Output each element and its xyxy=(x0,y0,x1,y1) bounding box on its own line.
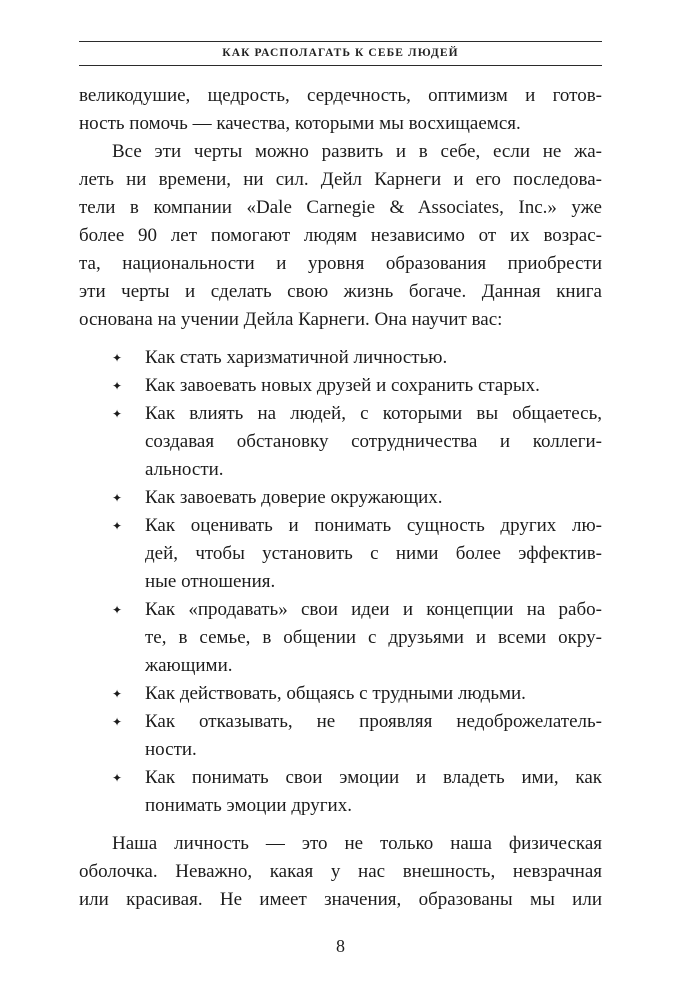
text-line: Как завоевать новых друзей и сохранить старых. xyxy=(145,375,540,396)
text-line: основана на учении Дейла Карнеги. Она научит вас: xyxy=(79,309,503,330)
text-line: Как отказывать, не проявляя недоброжелатель- xyxy=(145,711,602,732)
text-line: оболочка. Неважно, какая у нас внешность, невзрачная xyxy=(79,861,602,882)
running-head-title: КАК РАСПОЛАГАТЬ К СЕБЕ ЛЮДЕЙ xyxy=(222,47,459,59)
list-item xyxy=(79,708,602,764)
page-body xyxy=(79,82,602,914)
text-line: великодушие, щедрость, сердечность, оптимизм и готов- xyxy=(79,85,602,106)
text-line: дей, чтобы установить с ними более эффектив- xyxy=(145,543,602,564)
text-line: понимать эмоции других. xyxy=(145,795,352,816)
list-item xyxy=(79,344,602,372)
text-line: более 90 лет помогают людям независимо от их возрас- xyxy=(79,225,602,246)
list-item xyxy=(79,764,602,820)
text-line: Как влиять на людей, с которыми вы общаетесь, xyxy=(145,403,602,424)
list-item xyxy=(79,596,602,680)
text-line: ности. xyxy=(145,739,197,760)
text-line: ность помочь — качества, которыми мы восхищаемся. xyxy=(79,113,521,134)
text-line: Как завоевать доверие окружающих. xyxy=(145,487,443,508)
diamond-bullet-icon: ✦ xyxy=(112,771,123,785)
text-line: жающими. xyxy=(145,655,233,676)
list-item-text xyxy=(145,372,602,400)
diamond-bullet-icon: ✦ xyxy=(112,519,123,533)
text-line: Как стать харизматичной личностью. xyxy=(145,347,448,368)
list-item-text xyxy=(145,764,602,820)
bullet-list xyxy=(79,344,602,820)
text-line: Как «продавать» свои идеи и концепции на рабо- xyxy=(145,599,602,620)
paragraph xyxy=(79,830,602,914)
header-rule-bottom xyxy=(79,65,602,66)
list-item-text xyxy=(145,484,602,512)
running-head xyxy=(79,41,602,66)
list-item xyxy=(79,512,602,596)
list-item xyxy=(79,400,602,484)
diamond-bullet-icon: ✦ xyxy=(112,603,123,617)
text-line: Наша личность — это не только наша физическая xyxy=(112,833,602,854)
page-number: 8 xyxy=(336,936,345,956)
text-line: тели в компании «Dale Carnegie & Associates, Inc.» уже xyxy=(79,197,602,218)
text-line: создавая обстановку сотрудничества и коллеги- xyxy=(145,431,602,452)
text-line: Как действовать, общаясь с трудными людьми. xyxy=(145,683,526,704)
text-line: Как оценивать и понимать сущность других лю- xyxy=(145,515,602,536)
text-line: те, в семье, в общении с друзьями и всеми окру- xyxy=(145,627,602,648)
list-item-text xyxy=(145,596,602,680)
paragraph xyxy=(79,138,602,334)
text-line: эти черты и сделать свою жизнь богаче. Данная книга xyxy=(79,281,602,302)
text-line: та, национальности и уровня образования приобрести xyxy=(79,253,602,274)
paragraph xyxy=(79,82,602,138)
text-line: леть ни времени, ни сил. Дейл Карнеги и его последова- xyxy=(79,169,602,190)
text-line: альности. xyxy=(145,459,224,480)
text-line: или красивая. Не имеет значения, образованы мы или xyxy=(79,889,602,910)
diamond-bullet-icon: ✦ xyxy=(112,379,123,393)
text-line: Все эти черты можно развить и в себе, если не жа- xyxy=(112,141,602,162)
diamond-bullet-icon: ✦ xyxy=(112,407,123,421)
list-item-text xyxy=(145,344,602,372)
list-item-text xyxy=(145,708,602,764)
list-item-text xyxy=(145,512,602,596)
diamond-bullet-icon: ✦ xyxy=(112,491,123,505)
text-line: Как понимать свои эмоции и владеть ими, как xyxy=(145,767,602,788)
list-item xyxy=(79,484,602,512)
text-line: ные отношения. xyxy=(145,571,276,592)
list-item-text xyxy=(145,400,602,484)
diamond-bullet-icon: ✦ xyxy=(112,351,123,365)
diamond-bullet-icon: ✦ xyxy=(112,715,123,729)
diamond-bullet-icon: ✦ xyxy=(112,687,123,701)
list-item-text xyxy=(145,680,602,708)
list-item xyxy=(79,680,602,708)
list-item xyxy=(79,372,602,400)
